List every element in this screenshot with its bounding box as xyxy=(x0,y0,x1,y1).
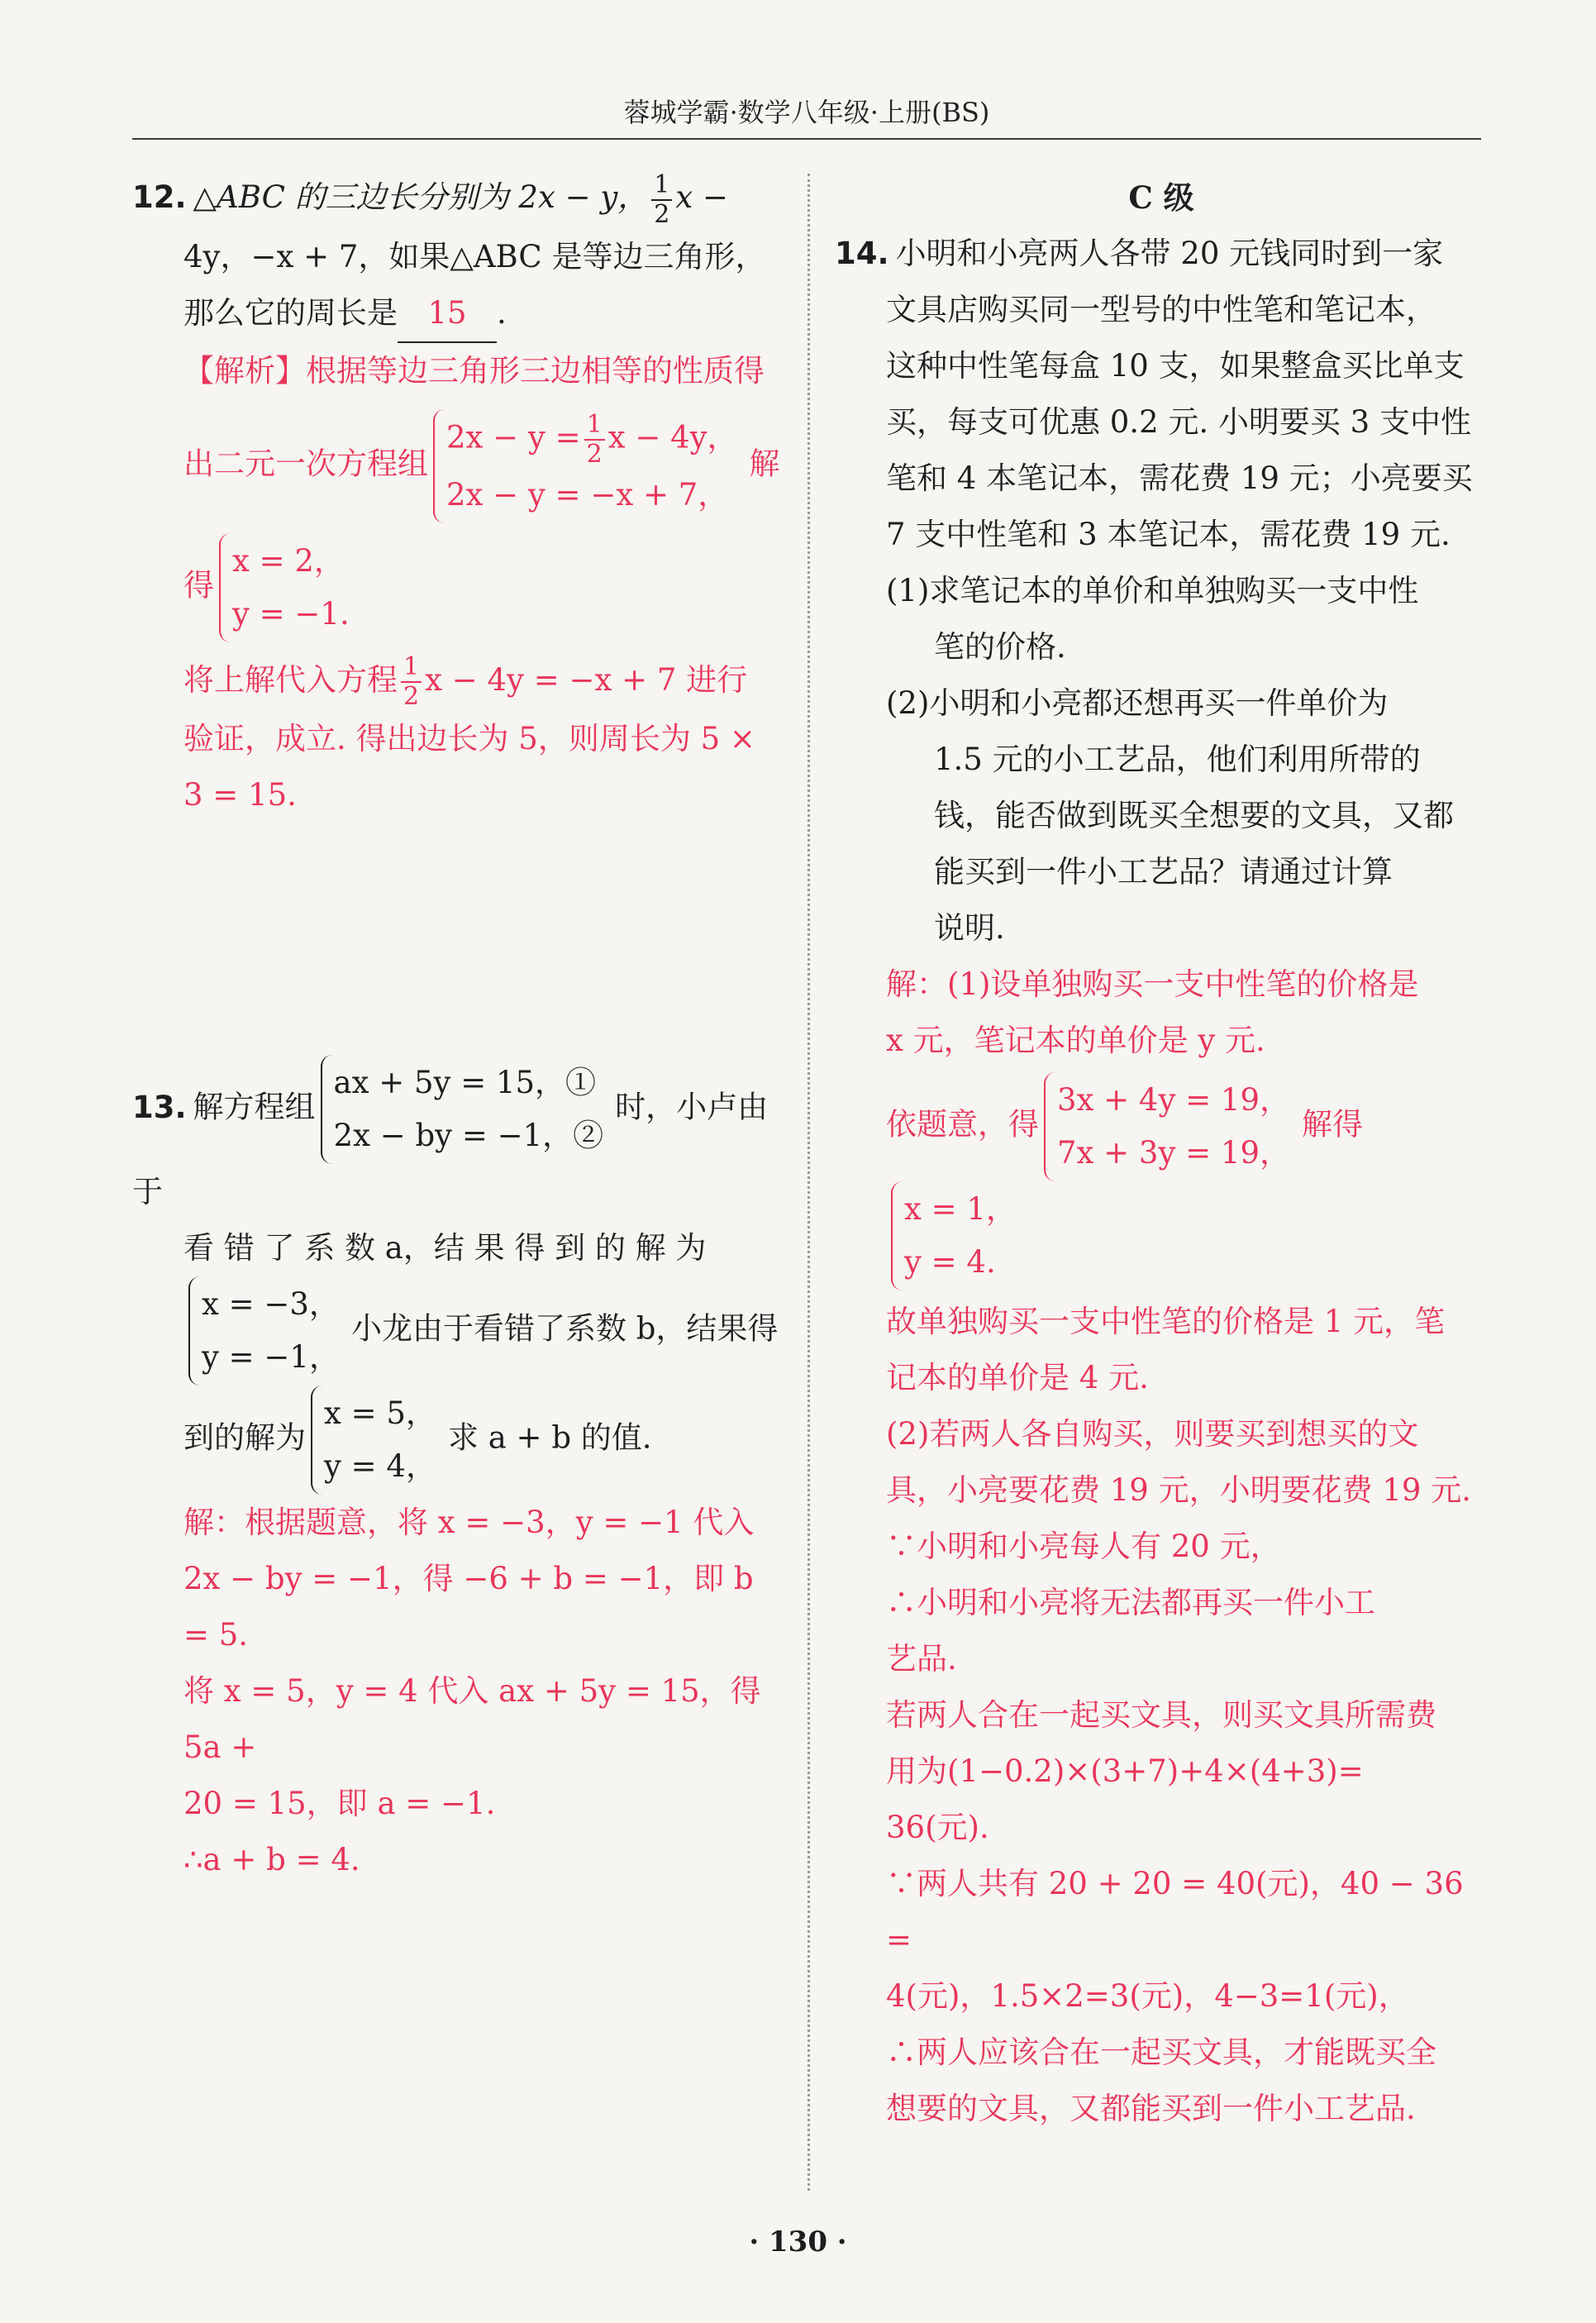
question-14 xyxy=(835,226,1488,2137)
analysis-label: 【解析】 xyxy=(183,352,306,389)
solution-line: ∵小明和小亮每人有 20 元， xyxy=(886,1529,1281,1564)
question-13 xyxy=(132,1055,785,1888)
solution-line: 4(元)，1.5×2=3(元)，4−3=1(元)， xyxy=(886,1978,1409,2014)
sub-question-2: (2)小明和小亮都还想再买一件单价为 xyxy=(886,685,1389,721)
q12-line3a: 那么它的周长是 xyxy=(183,294,398,331)
solution-system: x = 5， y = 4， xyxy=(311,1386,443,1495)
header-title: 蓉城学霸·数学八年级·上册(BS) xyxy=(623,97,990,128)
q14-text: 笔和 4 本笔记本，需花费 19 元；小亮要买 xyxy=(886,460,1473,496)
question-number: 14. xyxy=(835,236,889,271)
solution-line: 依题意，得 xyxy=(886,1106,1039,1142)
solution-line: 解：(1)设单独购买一支中性笔的价格是 xyxy=(886,966,1419,1002)
grade-heading: C 级 xyxy=(1128,179,1194,216)
q12-analysis: 【解析】根据等边三角形三边相等的性质得 出二元一次方程组 2x − y = $\frac{1}{2}$ x − 4y， 2x − y = −x + 7， 解 得 x = 2， y = −1. 将上解代入方程 $\frac{1}{2}$ x − 4y = −x + 7 进行 验证，成立. 得出边长为 5，则周长为 5 × 3 = 15. xyxy=(132,343,785,824)
q13-solution xyxy=(132,1495,785,1888)
question-number: 13. xyxy=(132,1089,187,1125)
solution-line: ∴两人应该合在一起买文具，才能既买全 xyxy=(886,2034,1436,2070)
solution-line: 20 = 15，即 a = −1. xyxy=(183,1786,496,1821)
analysis-text: 出二元一次方程组 xyxy=(183,446,428,481)
solution-line: 用为(1−0.2)×(3+7)+4×(4+3)= xyxy=(886,1753,1364,1789)
fraction-half: $\frac{1}{2}$ xyxy=(651,171,672,229)
sub-question-1: (1)求笔记本的单价和单独购买一支中性 xyxy=(886,573,1419,608)
solution-line: 故单独购买一支中性笔的价格是 1 元，笔 xyxy=(886,1304,1446,1339)
solution-line: ∵两人共有 20 + 20 = 40(元)，40 − 36 = xyxy=(886,1866,1464,1958)
solution-line: ∴a + b = 4. xyxy=(183,1842,360,1877)
sub-question-1: 笔的价格. xyxy=(934,629,1066,665)
q14-text: 买，每支可优惠 0.2 元. 小明要买 3 支中性 xyxy=(886,404,1471,440)
question-number: 12. xyxy=(132,179,187,215)
question-12 xyxy=(132,169,785,823)
solution-system: x = 1， y = 4. xyxy=(891,1181,1023,1290)
solution-line: 具，小亮要花费 19 元，小明要花费 19 元. xyxy=(886,1472,1471,1508)
column-divider xyxy=(808,174,810,2191)
solution-line: 解得 xyxy=(1301,1106,1363,1142)
analysis-text: 验证，成立. 得出边长为 5，则周长为 5 × xyxy=(183,721,755,756)
analysis-text: x − 4y = −x + 7 进行 xyxy=(425,661,748,698)
right-column xyxy=(835,169,1488,2137)
equation-system: ax + 5y = 15，① 2x − by = −1，② xyxy=(321,1055,611,1164)
q12-line1b: x − xyxy=(675,179,728,215)
analysis-text: 将上解代入方程 xyxy=(183,661,398,698)
solution-system: x = −3， y = −1， xyxy=(188,1276,346,1386)
solution-line: 解：根据题意，将 x = −3，y = −1 代入 xyxy=(183,1505,755,1540)
sub-question-2: 能买到一件小工艺品？请通过计算 xyxy=(934,854,1393,890)
solution-line: 2x − by = −1，得 −6 + b = −1，即 b = 5. xyxy=(183,1561,754,1653)
left-column xyxy=(132,169,785,1888)
q13-text: 看 错 了 系 数 a，结 果 得 到 的 解 为 xyxy=(183,1230,707,1266)
q13-text: 到的解为 xyxy=(183,1419,306,1456)
solution-line: 36(元). xyxy=(886,1810,989,1845)
analysis-text: 3 = 15. xyxy=(183,777,297,813)
q14-text: 文具店购买同一型号的中性笔和笔记本， xyxy=(886,292,1436,327)
solution-line: 若两人合在一起买文具，则买文具所需费 xyxy=(886,1697,1436,1733)
q14-text: 小明和小亮两人各带 20 元钱同时到一家 xyxy=(895,236,1444,271)
q13-text: 求 a + b 的值. xyxy=(447,1419,652,1456)
q13-text: 解方程组 xyxy=(193,1089,316,1125)
analysis-text: 根据等边三角形三边相等的性质得 xyxy=(306,352,765,389)
q12-line3b: . xyxy=(497,294,507,331)
analysis-text: 解 xyxy=(749,446,780,481)
solution-line: x 元，笔记本的单价是 y 元. xyxy=(886,1023,1265,1058)
solution-line: 记本的单价是 4 元. xyxy=(886,1360,1149,1395)
q12-line2: 4y，−x + 7，如果△ABC 是等边三角形， xyxy=(183,238,766,274)
solution-line: 将 x = 5，y = 4 代入 ax + 5y = 15，得 5a + xyxy=(183,1673,761,1765)
q14-solution xyxy=(835,956,1488,2137)
equation-system: 3x + 4y = 19， 7x + 3y = 19， xyxy=(1044,1072,1297,1181)
solution-line: ∴小明和小亮将无法都再买一件小工 xyxy=(886,1585,1375,1620)
sub-question-2: 1.5 元的小工艺品，他们利用所带的 xyxy=(934,742,1421,777)
solution-system: x = 2， y = −1. xyxy=(219,533,356,642)
q13-text: 时，小卢由于 xyxy=(132,1089,769,1209)
analysis-text: 得 xyxy=(183,567,214,603)
page-header xyxy=(132,87,1481,140)
q14-text: 这种中性笔每盒 10 支，如果整盒买比单支 xyxy=(886,348,1465,384)
sub-question-2: 钱，能否做到既买全想要的文具，又都 xyxy=(934,798,1454,833)
q12-line1a: △ABC 的三边长分别为 2x − y， xyxy=(193,179,649,215)
q14-text: 7 支中性笔和 3 本笔记本，需花费 19 元. xyxy=(886,517,1451,552)
sub-question-2: 说明. xyxy=(934,910,1005,946)
solution-line: 想要的文具，又都能买到一件小工艺品. xyxy=(886,2091,1416,2126)
page-number: · 130 · xyxy=(749,2225,847,2259)
q13-text: 小龙由于看错了系数 b，结果得 xyxy=(350,1310,779,1347)
solution-line: 艺品. xyxy=(886,1641,957,1677)
answer-blank: 15 xyxy=(398,285,497,343)
solution-line: (2)若两人各自购买，则要买到想买的文 xyxy=(886,1416,1419,1452)
equation-system: 2x − y = $\frac{1}{2}$ x − 4y， 2x − y = −x + 7， xyxy=(433,409,745,523)
